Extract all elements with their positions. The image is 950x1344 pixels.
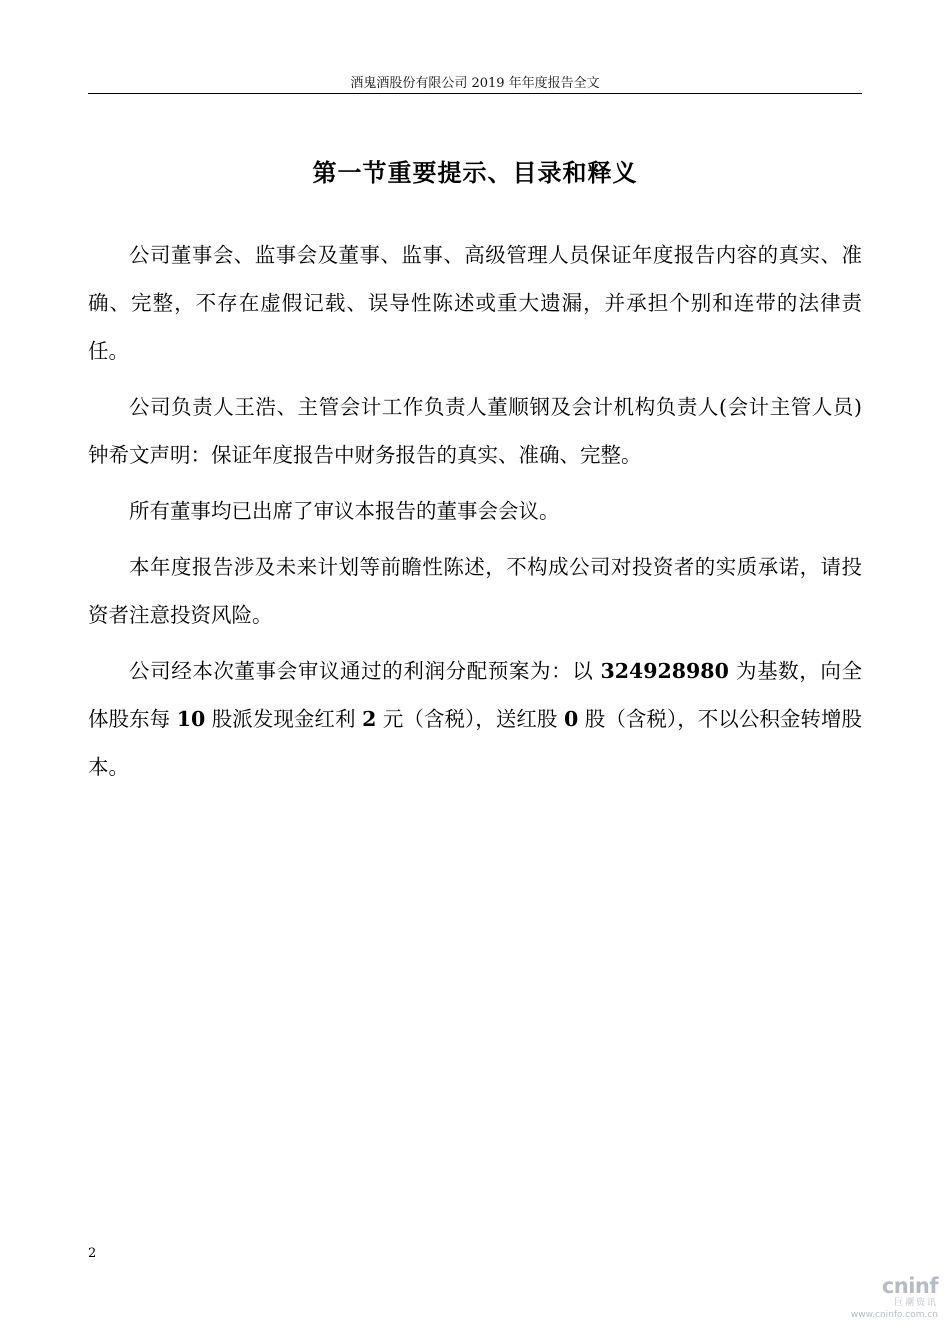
paragraph-forward-looking: 本年度报告涉及未来计划等前瞻性陈述，不构成公司对投资者的实质承诺，请投资者注意投资风险。 (88, 555, 862, 627)
cninfo-url: www.cninfo.com.cn (850, 1310, 938, 1320)
paragraph-directors-attendance: 所有董事均已出席了审议本报告的董事会会议。 (129, 499, 560, 523)
distribution-text-5: 股（含税），不以公积金转增股本。 (88, 707, 862, 779)
cash-dividend-value: 2 (362, 707, 377, 731)
cninfo-watermark (838, 1274, 938, 1334)
distribution-text-4: 元（含税），送红股 (376, 707, 564, 731)
paragraph-profit-distribution (88, 647, 862, 791)
section-title: 第一节重要提示、目录和释义 (312, 158, 638, 187)
distribution-text-1: 公司经本次董事会审议通过的利润分配预案为：以 (129, 659, 601, 683)
header-rule (88, 93, 862, 94)
distribution-text-2: 为基数，向全体股东每 (88, 659, 862, 731)
base-shares-value: 324928980 (600, 659, 729, 683)
body-text (88, 231, 862, 799)
per-shares-value: 10 (176, 707, 206, 731)
page-number: 2 (88, 1246, 97, 1261)
running-header: 酒鬼酒股份有限公司 2019 年年度报告全文 (350, 76, 600, 91)
cninfo-logo: cninf (881, 1274, 938, 1298)
distribution-text-3: 股派发现金红利 (205, 707, 363, 731)
paragraph-board-guarantee: 公司董事会、监事会及董事、监事、高级管理人员保证年度报告内容的真实、准确、完整，不存在虚假记载、误导性陈述或重大遗漏，并承担个别和连带的法律责任。 (88, 243, 862, 363)
bonus-shares-value: 0 (563, 707, 579, 731)
cninfo-chinese-name: 巨潮资讯 (893, 1298, 938, 1308)
paragraph-responsible-persons: 公司负责人王浩、主管会计工作负责人董顺钢及会计机构负责人(会计主管人员)钟希文声明：保证年度报告中财务报告的真实、准确、完整。 (88, 395, 862, 467)
